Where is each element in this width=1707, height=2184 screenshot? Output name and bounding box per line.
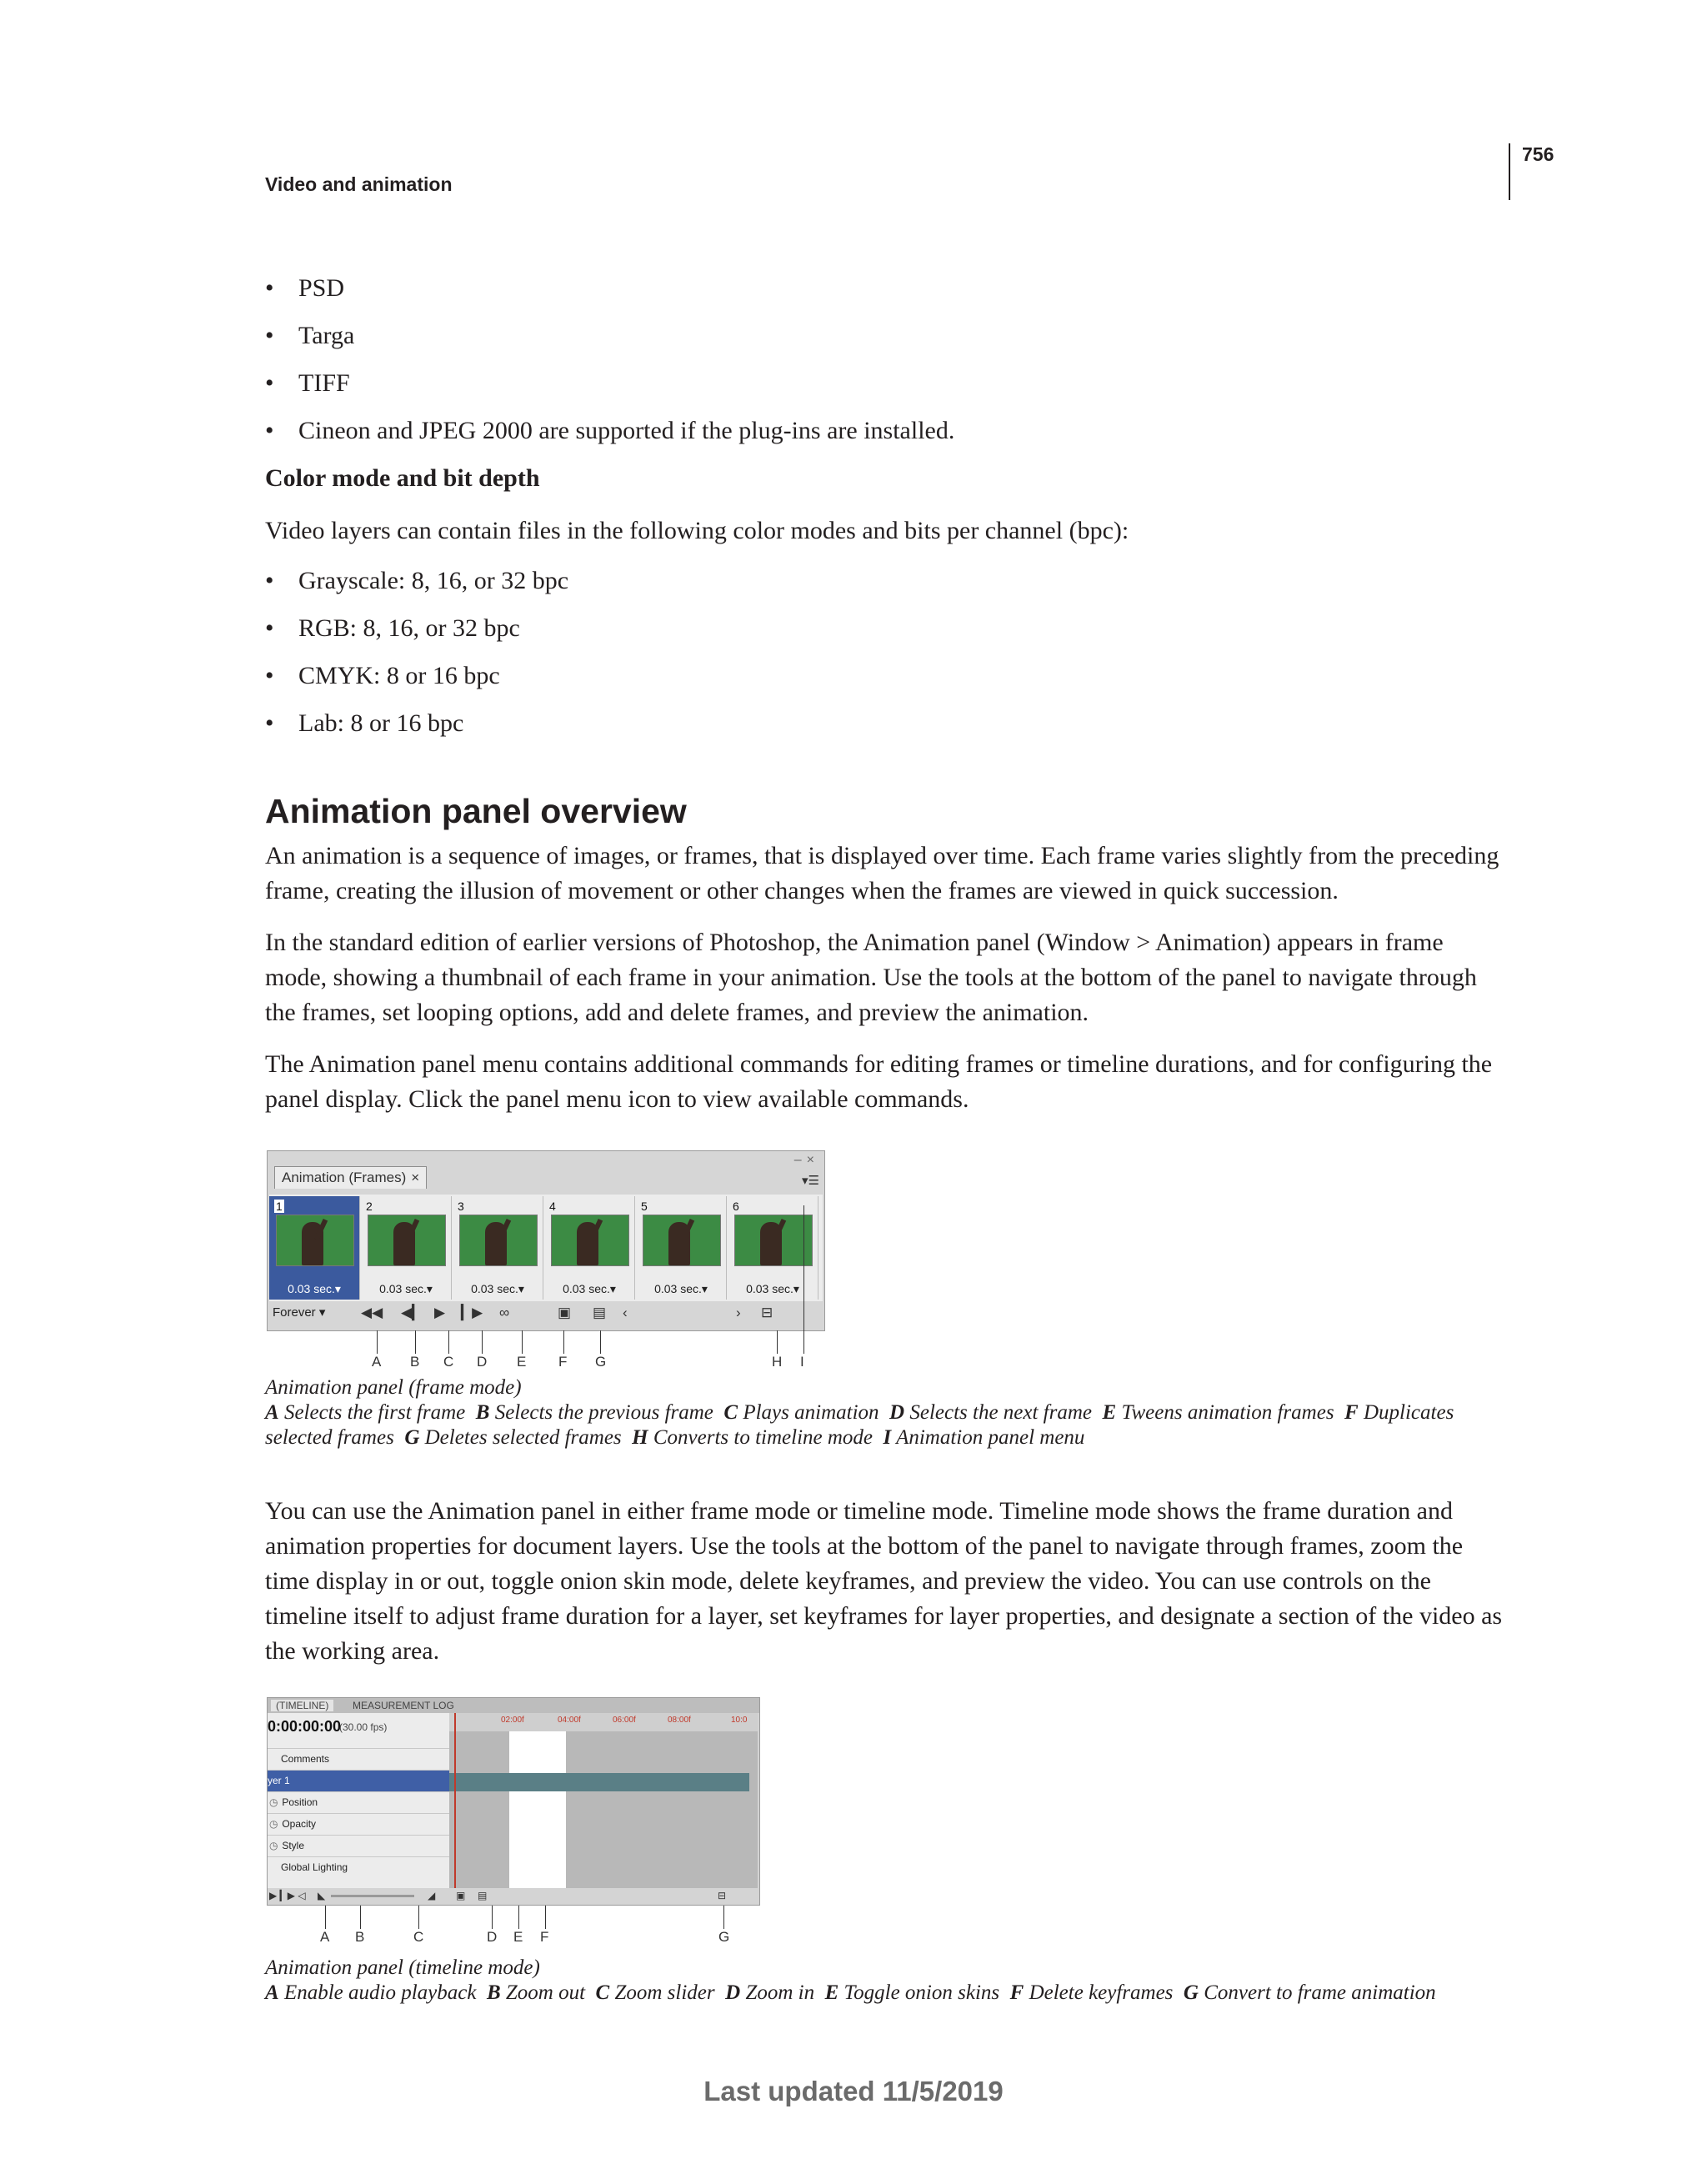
caption-key: I [883,1426,892,1449]
caption-text: Delete keyframes [1029,1981,1174,2004]
play-controls-icon[interactable]: ▶ ▎▶ ◁ [269,1890,306,1901]
close-icon[interactable]: × [411,1170,420,1185]
frame-number: 1 [276,1200,283,1213]
delete-frame-icon[interactable]: ▤ [593,1305,607,1320]
stopwatch-icon[interactable]: ◷ [269,1796,278,1808]
caption-text: Enable audio playback [283,1981,477,2004]
delete-keyframes-icon[interactable]: ▤ [478,1890,488,1901]
caption-key: G [1183,1981,1199,2004]
caption-text: Animation panel menu [896,1426,1085,1449]
callout-label: F [540,1929,549,1945]
caption-text: Plays animation [743,1401,879,1424]
list-item-text: Cineon and JPEG 2000 are supported if the plug-ins are installed. [298,417,955,444]
caption-text: Toggle onion skins [843,1981,1000,2004]
ruler-label: 04:00f [558,1716,581,1725]
frame-duration[interactable]: 0.03 sec.▾ [379,1282,433,1295]
caption-key: F [1009,1981,1024,2004]
callout-label: D [477,1354,488,1370]
current-time: 0:00:00:00 [268,1718,342,1735]
frames-strip [269,1195,823,1301]
frame-duration[interactable]: 0.03 sec.▾ [563,1282,616,1295]
timeline-row[interactable] [268,1770,449,1791]
frame-image [643,1215,721,1266]
frame-thumbnail[interactable] [544,1196,635,1300]
scroll-left-icon[interactable]: ‹ [623,1305,628,1320]
caption-key: B [475,1401,490,1424]
callout-line [563,1330,564,1354]
header-divider [1509,143,1510,200]
last-updated-footer: Last updated 11/5/2019 [703,2076,1004,2106]
callout-label: C [413,1929,424,1945]
play-icon[interactable]: ▶ [434,1305,446,1320]
scroll-right-icon[interactable]: › [736,1305,741,1320]
caption-key: D [889,1401,905,1424]
caption-key: B [486,1981,501,2004]
onion-skin-icon[interactable]: ▣ [456,1890,466,1901]
callout-label: G [718,1929,730,1945]
frame-image [368,1215,446,1266]
figure-caption [265,1375,1507,1450]
list-item-text: CMYK: 8 or 16 bpc [298,662,500,689]
duplicate-frame-icon[interactable]: ▣ [558,1305,572,1320]
layer-duration-bar[interactable] [449,1773,749,1791]
caption-items [265,1981,1507,2006]
callout-line [600,1330,601,1354]
caption-text: Zoom in [745,1981,815,2004]
frame-number: 2 [366,1200,373,1213]
list-item-text: Targa [298,322,355,349]
callout-line [522,1330,523,1354]
timeline-row[interactable] [268,1791,449,1813]
callout-line [418,1906,419,1929]
paragraph: The Animation panel menu contains additional commands for editing frames or timeline durations, and for configuring the panel display. Click the panel menu icon to view available commands. [265,1050,1493,1113]
row-label: Global Lighting [281,1861,348,1873]
callout-label: A [320,1929,330,1945]
timeline-row[interactable] [268,1835,449,1856]
ruler-label: 06:00f [613,1716,636,1725]
frame-thumbnail[interactable] [361,1196,452,1300]
row-label: yer 1 [268,1775,290,1786]
color-mode-intro: Video layers can contain files in the following color modes and bits per channel (bpc): [265,517,1129,544]
frame-duration[interactable]: 0.03 sec.▾ [746,1282,799,1295]
callout-label: C [443,1354,454,1370]
figure-caption [265,1956,1507,2006]
tab-label: Animation (Frames) [282,1170,407,1185]
list-item: • TIFF [265,369,350,397]
page-number: 756 [1522,143,1554,165]
caption-text: Selects the next frame [909,1401,1093,1424]
timeline-toolbar [268,1888,759,1905]
timeline-row[interactable] [268,1813,449,1835]
timeline-track-area[interactable] [449,1713,758,1888]
frame-number: 5 [641,1200,648,1213]
paragraph: An animation is a sequence of images, or frames, that is displayed over time. Each frame varies slightly from the preceding frame, creating the illusion of movement or other changes when the frames are viewed in quick succession. [265,842,1499,904]
layer-list [268,1713,449,1888]
caption-key: E [824,1981,839,2004]
ruler-label: 02:00f [501,1716,524,1725]
panel-menu-icon[interactable]: ▾☰ [802,1174,819,1188]
caption-key: C [723,1401,738,1424]
callout-line [803,1205,804,1354]
callout-label: D [487,1929,498,1945]
list-item: • Lab: 8 or 16 bpc [265,709,464,737]
timeline-tabs [268,1698,759,1713]
frame-toolbar [269,1301,823,1326]
frame-number: 3 [458,1200,464,1213]
frame-image [551,1215,629,1266]
frame-image [276,1215,354,1266]
callout-line [360,1906,361,1929]
callout-line [448,1330,449,1354]
callout-label: E [513,1929,523,1945]
list-item-text: Lab: 8 or 16 bpc [298,709,464,737]
frame-number: 6 [733,1200,739,1213]
frame-callouts [267,1330,850,1372]
callout-line [777,1330,778,1354]
window-buttons[interactable]: –× [793,1153,819,1167]
animation-panel-frame-mode [267,1150,825,1331]
caption-text: Duplicates selected frames [265,1401,1454,1449]
caption-key: G [404,1426,420,1449]
caption-key: F [1344,1401,1359,1424]
frame-duration[interactable]: 0.03 sec.▾ [654,1282,708,1295]
caption-key: D [725,1981,741,2004]
caption-text: Selects the first frame [283,1401,466,1424]
tab-animation-frames[interactable] [274,1166,427,1189]
paragraph: In the standard edition of earlier versions of Photoshop, the Animation panel (Window > Animation) appears in frame mode, showing a thumbnail of each frame in your animation. Use the tools at the bottom of the panel to navigate through the frames, set looping options, add and delete frames, and preview the animation. [265,929,1477,1026]
list-item: • RGB: 8, 16, or 32 bpc [265,614,520,642]
caption-text: Deletes selected frames [424,1426,622,1449]
loop-select[interactable]: Forever ▾ [273,1305,326,1320]
callout-line [377,1330,378,1354]
callout-label: A [372,1354,382,1370]
list-item-text: Grayscale: 8, 16, or 32 bpc [298,567,569,594]
next-frame-icon[interactable]: ▎▶ [461,1305,483,1320]
caption-title: Animation panel (frame mode) [265,1376,522,1399]
stopwatch-icon[interactable]: ◷ [269,1840,278,1851]
list-item-text: TIFF [298,369,350,397]
timeline-row[interactable] [268,1748,449,1770]
zoom-in-icon[interactable]: ◢ [428,1890,436,1901]
row-label: Comments [281,1753,330,1765]
caption-key: C [595,1981,610,2004]
caption-items [265,1400,1507,1450]
callout-label: H [772,1354,783,1370]
tab-measurement-log[interactable]: MEASUREMENT LOG [353,1700,454,1711]
convert-to-timeline-icon[interactable]: ⊟ [761,1305,773,1320]
frame-thumbnail[interactable] [636,1196,727,1300]
frame-thumbnail[interactable] [728,1196,818,1300]
list-item: • Grayscale: 8, 16, or 32 bpc [265,567,569,594]
paragraph: You can use the Animation panel in either frame mode or timeline mode. Timeline mode shows the frame duration and animation properties for document layers. Use the tools at the bottom of the panel to navigate through frames, zoom the time display in or out, toggle onion skin mode, delete keyframes, and preview the video. You can use controls on the timeline itself to adjust frame duration for a layer, set keyframes for layer properties, and designate a section of the video as the working area. [265,1497,1503,1665]
convert-to-frame-icon[interactable]: ⊟ [718,1890,727,1901]
row-label: Opacity [282,1818,317,1830]
callout-line [492,1906,493,1929]
callout-label: B [355,1929,365,1945]
caption-title: Animation panel (timeline mode) [265,1956,540,1979]
section-heading: Animation panel overview [265,792,687,830]
list-item: • CMYK: 8 or 16 bpc [265,662,500,689]
frame-rate: (30.00 fps) [339,1721,388,1733]
callout-line [723,1906,724,1929]
tween-icon[interactable]: ∞ [499,1305,510,1320]
running-header: Video and animation [265,173,453,195]
work-area[interactable] [509,1731,566,1888]
row-label: Position [282,1796,318,1808]
first-frame-icon[interactable]: ◀◀ [361,1305,383,1320]
zoom-slider[interactable] [331,1895,414,1897]
list-item: • Targa [265,322,355,349]
caption-key: E [1102,1401,1117,1424]
color-mode-heading: Color mode and bit depth [265,464,540,492]
callout-line [415,1330,416,1354]
previous-frame-icon[interactable]: ◀▎ [401,1305,423,1320]
callout-line [482,1330,483,1354]
caption-key: A [265,1981,279,2004]
caption-key: A [265,1401,279,1424]
callout-line [545,1906,546,1929]
callout-label: I [800,1354,804,1370]
caption-key: H [632,1426,648,1449]
frame-thumbnail[interactable] [453,1196,543,1300]
frame-duration[interactable]: 0.03 sec.▾ [471,1282,524,1295]
callout-label: B [410,1354,420,1370]
zoom-out-icon[interactable]: ◣ [318,1890,326,1901]
animation-panel-timeline-mode [267,1697,760,1906]
stopwatch-icon[interactable]: ◷ [269,1818,278,1830]
timeline-callouts [267,1906,767,1947]
callout-label: G [595,1354,607,1370]
frame-duration[interactable]: 0.03 sec.▾ [288,1282,341,1295]
list-item: • Cineon and JPEG 2000 are supported if the plug-ins are installed. [265,417,955,444]
frame-image [734,1215,813,1266]
frame-number: 4 [549,1200,556,1213]
caption-text: Tweens animation frames [1121,1401,1334,1424]
caption-text: Selects the previous frame [494,1401,713,1424]
list-item: • PSD [265,274,345,302]
caption-text: Zoom out [505,1981,586,2004]
callout-label: F [558,1354,568,1370]
ruler-label: 08:00f [668,1716,691,1725]
row-label: Style [282,1840,305,1851]
caption-text: Convert to frame animation [1204,1981,1436,2004]
time-ruler[interactable] [449,1713,758,1731]
tab-timeline[interactable]: (TIMELINE) [271,1700,333,1711]
callout-line [325,1906,326,1929]
list-item-text: PSD [298,274,345,302]
ruler-label: 10:0 [731,1716,748,1725]
frame-thumbnail[interactable] [269,1196,360,1300]
callout-label: E [517,1354,527,1370]
list-item-text: RGB: 8, 16, or 32 bpc [298,614,520,642]
frame-image [459,1215,538,1266]
current-time-indicator[interactable] [454,1713,456,1888]
callout-line [518,1906,519,1929]
caption-text: Zoom slider [614,1981,715,2004]
timeline-row[interactable] [268,1856,449,1878]
caption-text: Converts to timeline mode [653,1426,874,1449]
